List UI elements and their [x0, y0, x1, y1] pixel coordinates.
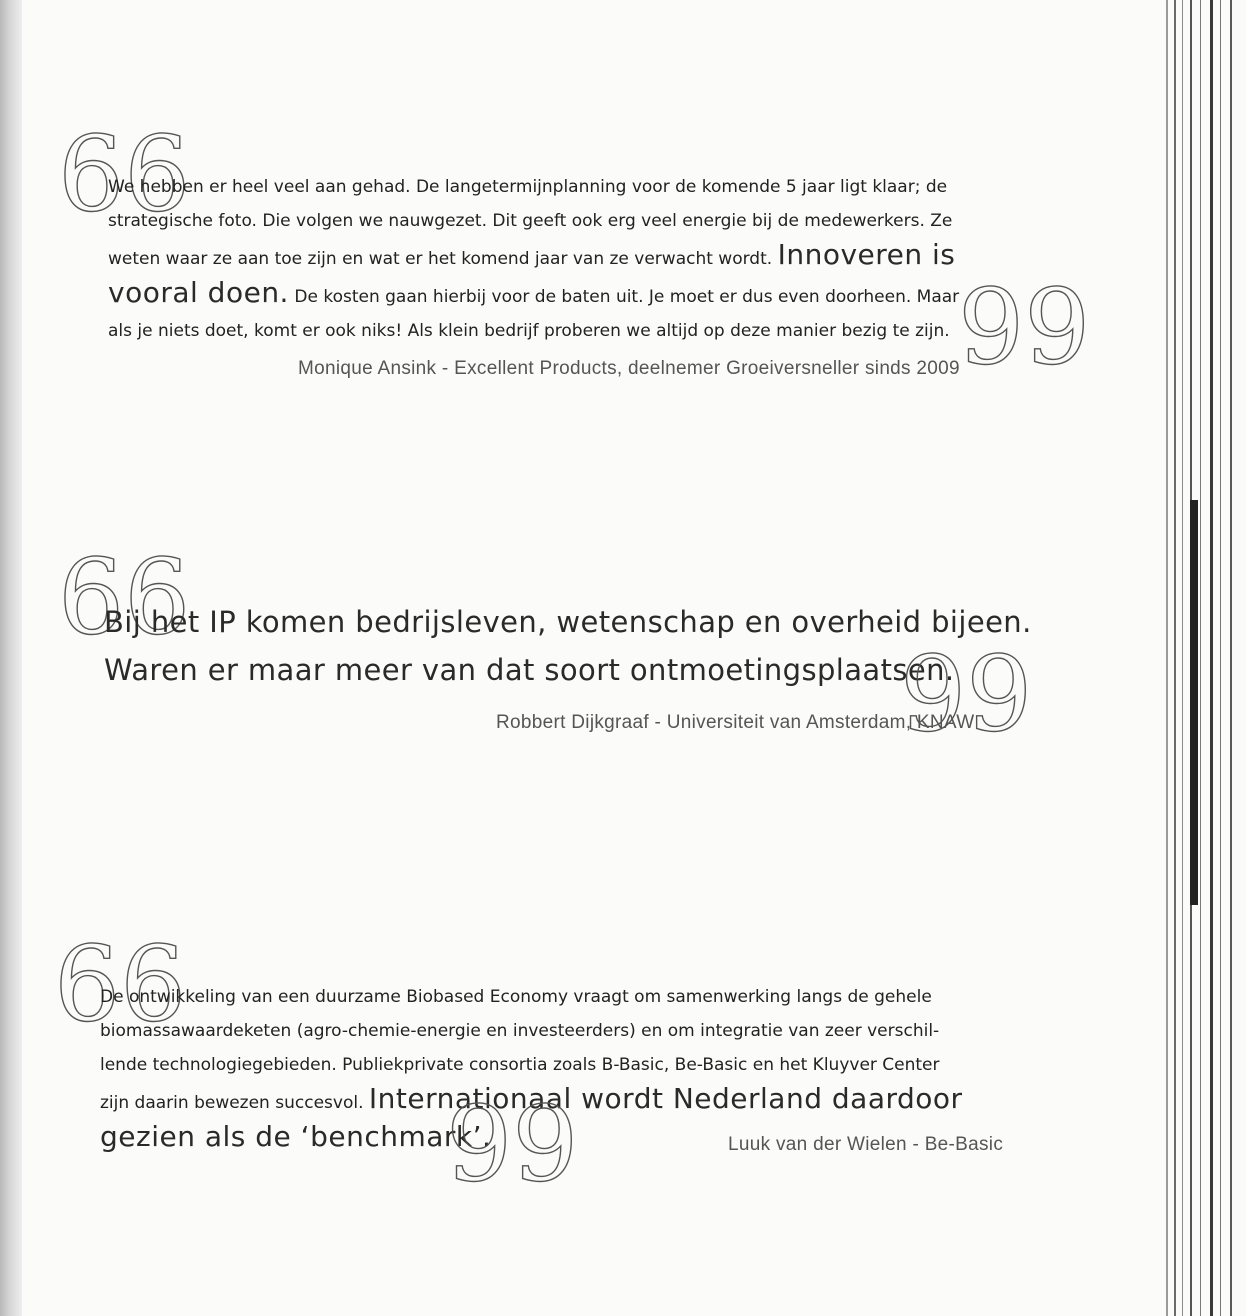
- quote-1-line-5: als je niets doet, komt er ook niks! Als klein bedrijf proberen we altijd op deze manier bezig te zijn.: [108, 321, 950, 341]
- quote-2-attribution: Robbert Dijkgraaf - Universiteit van Amsterdam, KNAW: [496, 712, 975, 733]
- quote-1-line-3: [108, 238, 1048, 276]
- close-quote-icon: 99: [900, 633, 1033, 755]
- quote-3-line-4-text: zijn daarin bewezen succesvol.: [100, 1093, 364, 1113]
- quote-2-text: [104, 598, 1032, 694]
- quote-2-line-2: Waren er maar meer van dat soort ontmoetingsplaatsen.: [104, 653, 955, 687]
- quote-1-line-4-text: De kosten gaan hierbij voor de baten uit. Je moet er dus even doorheen. Maar: [294, 287, 960, 307]
- quote-3-line-2: biomassawaardeketen (agro-chemie-energie en investeerders) en om integratie van zeer verschil-: [100, 1021, 940, 1041]
- quote-3-highlight-a: Internationaal wordt Nederland daardoor: [368, 1082, 963, 1115]
- open-quote-icon: 66: [58, 113, 191, 235]
- quote-1-line-4: [108, 276, 1048, 314]
- quote-3-attribution: Luuk van der Wielen - Be-Basic: [728, 1134, 1004, 1155]
- quote-1-line-2: strategische foto. Die volgen we nauwgezet. Dit geeft ook erg veel energie bij de medewerkers. Ze: [108, 211, 953, 231]
- quote-2-line-1: Bij het IP komen bedrijsleven, wetenschap en overheid bijeen.: [104, 605, 1032, 639]
- book-gutter-shadow: [0, 0, 22, 1316]
- close-quote-icon: 99: [446, 1083, 579, 1205]
- quote-3-line-3: lende technologiegebieden. Publiekprivate consortia zoals B-Basic, Be-Basic en het Kluyver Center: [100, 1055, 940, 1075]
- quote-1-line-1: We hebben er heel veel aan gehad. De langetermijnplanning voor de komende 5 jaar ligt klaar; de: [108, 177, 948, 197]
- page-edge-dark-strip: [1190, 500, 1198, 905]
- quote-1-highlight-b: vooral doen.: [108, 276, 289, 309]
- open-quote-icon: 66: [58, 536, 191, 658]
- quote-3-line-4: [100, 1082, 1050, 1120]
- quote-1-line-3-text: weten waar ze aan toe zijn en wat er het komend jaar van ze verwacht wordt.: [108, 249, 773, 269]
- quote-1-attribution: Monique Ansink - Excellent Products, deelnemer Groeiversneller sinds 2009: [298, 358, 960, 379]
- close-quote-icon: 99: [958, 266, 1091, 388]
- page-edge-stack: [1160, 0, 1246, 1316]
- quote-3-line-1: De ontwikkeling van een duurzame Biobased Economy vraagt om samenwerking langs de gehele: [100, 987, 932, 1007]
- quote-1-text: [108, 170, 1048, 348]
- open-quote-icon: 66: [54, 923, 187, 1045]
- quote-3-highlight-b: gezien als de ‘benchmark’.: [100, 1120, 492, 1153]
- quote-3-text: [100, 980, 1050, 1158]
- quote-1-highlight-a: Innoveren is: [777, 238, 956, 271]
